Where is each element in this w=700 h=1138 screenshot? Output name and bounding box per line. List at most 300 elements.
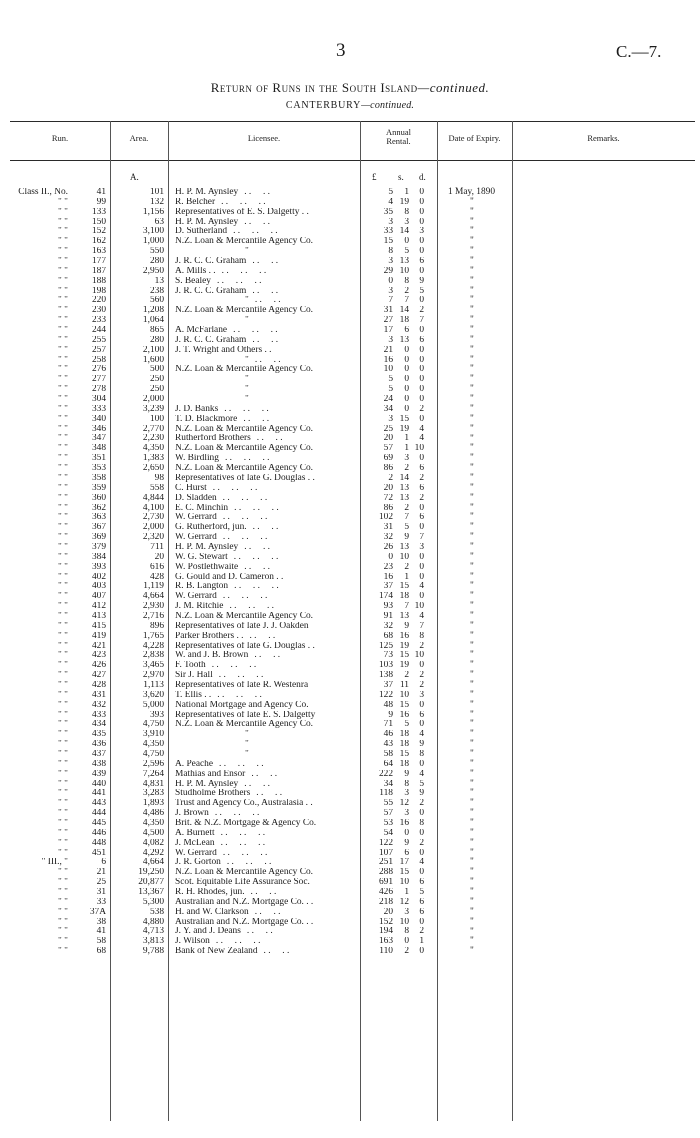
- area-cell: 4,844: [142, 493, 164, 503]
- table-row: [10, 326, 441, 336]
- licensee-cell: [170, 849, 362, 859]
- area-cell: 4,100: [142, 503, 164, 513]
- licensee-name: J. Brown: [175, 809, 209, 819]
- area-cell: 2,950: [142, 266, 164, 276]
- run-class: " ": [58, 562, 68, 572]
- run-cell: [10, 573, 110, 583]
- leader-dots: . . . .: [244, 188, 270, 197]
- leader-dots: . . . .: [243, 414, 270, 424]
- run-number: 277: [91, 375, 106, 385]
- licensee-name: F. Tooth: [175, 661, 206, 671]
- leader-dots: . . . . . .: [217, 690, 262, 700]
- expiry-date: ": [470, 916, 474, 927]
- table-row: [10, 533, 441, 543]
- rental-shillings: 3: [404, 809, 409, 819]
- rental-pence: 7: [419, 316, 424, 326]
- run-class: " ": [58, 296, 68, 306]
- rental-cell: [362, 740, 441, 750]
- licensee-name: G. Gould and D. Cameron . .: [175, 572, 284, 582]
- rental-shillings: 18: [399, 730, 409, 740]
- expiry-date: ": [470, 453, 474, 464]
- area-cell: 2,000: [142, 523, 164, 533]
- licensee-cell: [170, 947, 362, 957]
- rental-pence: 9: [419, 789, 424, 799]
- rental-cell: [362, 622, 441, 632]
- leader-dots: . . . . . .: [226, 858, 272, 868]
- rental-shillings: 19: [399, 661, 409, 671]
- licensee-cell: [170, 277, 362, 287]
- licensee-cell: [170, 780, 362, 790]
- table-row: [10, 257, 441, 267]
- rental-cell: [362, 937, 441, 947]
- rental-cell: [362, 425, 441, 435]
- table-row: [10, 425, 441, 435]
- licensee-name: Brit. & N.Z. Mortgage & Agency Co.: [175, 819, 317, 828]
- run-class: " ": [58, 424, 68, 434]
- run-class: " ": [58, 621, 68, 631]
- area-cell: 63: [154, 217, 164, 227]
- rental-cell: [362, 651, 441, 661]
- table-row: [10, 878, 441, 888]
- run-class: " ": [58, 257, 68, 267]
- run-number: 432: [91, 700, 106, 710]
- rental-pence: 4: [419, 730, 424, 740]
- rental-pounds: 26: [383, 542, 393, 552]
- licensee-name: J. R. C. C. Graham: [175, 257, 247, 267]
- leader-dots: [313, 464, 319, 473]
- area-cell: 100: [149, 414, 164, 424]
- expiry-date: ": [470, 226, 474, 237]
- licensee-name: Australian and N.Z. Mortgage Co. . .: [175, 897, 314, 907]
- area-cell: 560: [149, 296, 164, 306]
- leader-dots: [249, 316, 255, 325]
- area-cell: 4,750: [142, 720, 164, 730]
- table-row: [10, 188, 441, 198]
- rental-pence: 8: [419, 749, 424, 759]
- licensee-cell: [170, 336, 362, 346]
- rental-shillings: 8: [404, 927, 409, 937]
- licensee-cell: [170, 415, 362, 425]
- leader-dots: [309, 701, 315, 710]
- table-top-rule: [10, 121, 695, 122]
- run-class: " ": [58, 799, 68, 809]
- leader-dots: . . . . . .: [229, 602, 274, 612]
- run-class: " ": [58, 937, 68, 947]
- licensee-name: A. Burnett: [175, 828, 215, 838]
- rental-pounds: 37: [383, 680, 393, 690]
- run-class: " ": [58, 611, 68, 621]
- rental-pounds: 0: [388, 276, 393, 286]
- rental-pence: 0: [419, 828, 424, 838]
- run-class: " ": [58, 848, 68, 858]
- rental-pence: 0: [419, 848, 424, 858]
- table-row: [10, 780, 441, 790]
- leader-dots: . . . . . .: [234, 582, 279, 592]
- licensee-name: ": [245, 395, 249, 405]
- rental-pounds: 218: [378, 897, 393, 907]
- area-cell: 500: [149, 365, 164, 375]
- page-number: 3: [336, 40, 346, 61]
- rental-cell: [362, 720, 441, 730]
- expiry-date: ": [470, 374, 474, 385]
- leader-dots: [310, 878, 316, 887]
- expiry-date: ": [470, 660, 474, 671]
- run-cell: [10, 464, 110, 474]
- rental-shillings: 2: [404, 503, 409, 513]
- run-number: 6: [101, 858, 106, 868]
- table-row: [10, 346, 441, 356]
- rental-cell: [362, 632, 441, 642]
- run-number: 451: [91, 848, 106, 858]
- rental-pence: 2: [419, 680, 424, 690]
- table-row: [10, 474, 441, 484]
- licensee-name: H. and W. Clarkson: [175, 907, 249, 917]
- rental-cell: [362, 918, 441, 928]
- run-class: " ": [58, 385, 68, 395]
- licensee-name: T. Ellis . .: [175, 690, 212, 700]
- area-cell: 4,664: [142, 592, 164, 602]
- rental-pounds: 125: [378, 641, 393, 651]
- leader-dots: . . . .: [244, 542, 270, 552]
- area-cell: 711: [150, 542, 164, 552]
- rental-pence: 0: [419, 552, 424, 562]
- licensee-cell: [170, 523, 362, 533]
- licensee-name: N.Z. Loan & Mercantile Agency Co.: [175, 868, 313, 878]
- licensee-cell: [170, 730, 362, 740]
- leader-dots: . . . .: [244, 562, 270, 572]
- leader-dots: . . . . . .: [222, 533, 268, 543]
- rental-pence: 0: [419, 266, 424, 276]
- rental-shillings: 15: [399, 868, 409, 878]
- rental-pence: 7: [419, 533, 424, 543]
- run-class: " ": [58, 345, 68, 355]
- area-cell: 2,716: [142, 611, 164, 621]
- rental-pence: 2: [419, 641, 424, 651]
- licensee-name: ": [245, 385, 249, 395]
- expiry-date: ": [470, 818, 474, 829]
- licensee-cell: [170, 553, 362, 563]
- run-class: " ": [58, 513, 68, 523]
- rental-pence: 0: [419, 868, 424, 878]
- licensee-name: D. Sutherland: [175, 227, 228, 237]
- run-class: " ": [58, 335, 68, 345]
- subtitle-continued: —continued.: [361, 100, 415, 111]
- licensee-cell: [170, 533, 362, 543]
- table-row: [10, 671, 441, 681]
- expiry-date: ": [470, 403, 474, 414]
- licensee-name: Representatives of late J. J. Oakden: [175, 621, 309, 631]
- leader-dots: . . . . . .: [221, 197, 266, 207]
- rental-shillings: 19: [399, 424, 409, 434]
- expiry-date: ": [470, 749, 474, 760]
- leader-dots: . . . . . .: [222, 592, 268, 602]
- expiry-date: ": [470, 906, 474, 917]
- licensee-name: H. P. M. Aynsley: [175, 542, 239, 552]
- rental-cell: [362, 760, 441, 770]
- area-cell: 1,113: [143, 680, 164, 690]
- area-cell: 2,650: [142, 464, 164, 474]
- expiry-date: ": [470, 285, 474, 296]
- run-number: 353: [91, 464, 106, 474]
- run-cell: [10, 592, 110, 602]
- leader-dots: . . . . . .: [214, 809, 260, 819]
- licensee-cell: [170, 898, 362, 908]
- run-class: " ": [58, 710, 68, 720]
- licensee-name: W. Postlethwaite: [175, 562, 239, 572]
- rental-pounds: 110: [379, 947, 393, 957]
- run-class: " ": [58, 730, 68, 740]
- rental-pence: 9: [419, 276, 424, 286]
- licensee-name: A. McFarlane: [175, 326, 228, 336]
- table-row: [10, 839, 441, 849]
- rental-pounds: 43: [383, 740, 393, 750]
- area-cell: 4,292: [142, 848, 164, 858]
- run-cell: [10, 227, 110, 237]
- leader-dots: . . . .: [244, 217, 270, 227]
- run-number: 41: [96, 927, 106, 937]
- leader-dots: . . . . . .: [215, 937, 261, 947]
- run-class: " ": [58, 473, 68, 483]
- rental-cell: [362, 484, 441, 494]
- table-row: [10, 829, 441, 839]
- rental-pence: 1: [419, 937, 424, 947]
- table-row: [10, 750, 441, 760]
- area-cell: 250: [149, 385, 164, 395]
- run-cell: [10, 218, 110, 228]
- leader-dots: [313, 612, 319, 621]
- rental-cell: [362, 908, 441, 918]
- header-expiry: Date of Expiry.: [448, 133, 501, 143]
- rental-shillings: 13: [399, 611, 409, 621]
- rental-shillings: 2: [404, 464, 409, 474]
- rental-shillings: 19: [399, 197, 409, 207]
- leader-dots: . . . .: [246, 927, 273, 937]
- licensee-cell: [170, 701, 362, 711]
- expiry-date: ": [470, 778, 474, 789]
- leader-dots: . . . . . .: [224, 404, 269, 414]
- rental-pence: 2: [419, 306, 424, 316]
- rental-shillings: 0: [404, 375, 409, 385]
- rental-pence: 0: [419, 720, 424, 730]
- expiry-date: ": [470, 246, 474, 257]
- area-cell: 3,283: [142, 789, 164, 799]
- licensee-name: Scot. Equitable Life Assurance Soc.: [175, 878, 310, 888]
- run-class: " ": [58, 749, 68, 759]
- expiry-date: ": [470, 601, 474, 612]
- run-class: " ": [58, 868, 68, 878]
- rental-cell: [362, 829, 441, 839]
- expiry-date: ": [470, 443, 474, 454]
- rental-pounds: 5: [388, 385, 393, 395]
- rental-pounds: 194: [378, 927, 393, 937]
- rental-pence: 0: [419, 385, 424, 395]
- area-cell: 2,596: [142, 759, 164, 769]
- licensee-cell: [170, 385, 362, 395]
- rental-cell: [362, 434, 441, 444]
- rental-shillings: 18: [399, 316, 409, 326]
- licensee-cell: [170, 375, 362, 385]
- rental-pounds: 691: [378, 878, 393, 888]
- table-row: [10, 484, 441, 494]
- rental-pence: 0: [419, 188, 424, 197]
- rental-cell: [362, 198, 441, 208]
- run-cell: [10, 809, 110, 819]
- rental-cell: [362, 405, 441, 415]
- licensee-cell: [170, 247, 362, 257]
- area-cell: 1,156: [142, 207, 164, 217]
- leader-dots: [308, 681, 314, 690]
- run-class: " ": [58, 365, 68, 375]
- rental-cell: [362, 336, 441, 346]
- run-class: " ": [58, 631, 68, 641]
- run-cell: [10, 405, 110, 415]
- rental-pence: 4: [419, 858, 424, 868]
- rental-pounds: 152: [378, 917, 393, 927]
- run-class: " ": [58, 523, 68, 533]
- rental-cell: [362, 464, 441, 474]
- licensee-cell: [170, 671, 362, 681]
- rental-pence: 0: [419, 355, 424, 365]
- area-cell: 4,082: [142, 838, 164, 848]
- rental-pence: 10: [414, 602, 424, 612]
- rental-pence: 0: [419, 700, 424, 710]
- rental-pounds: 17: [383, 326, 393, 336]
- area-cell: 9,788: [142, 947, 164, 957]
- rental-pounds: 3: [388, 414, 393, 424]
- run-class: " ": [58, 740, 68, 750]
- expiry-date: ": [470, 344, 474, 355]
- area-cell: 1,383: [142, 454, 164, 464]
- licensee-cell: [170, 868, 362, 878]
- rental-pounds: 4: [388, 197, 393, 207]
- rental-pence: 6: [419, 907, 424, 917]
- rental-cell: [362, 681, 441, 691]
- rental-pounds: 57: [383, 444, 393, 454]
- expiry-date: ": [470, 236, 474, 247]
- expiry-date: ": [470, 867, 474, 878]
- table-row: [10, 937, 441, 947]
- area-cell: 538: [149, 907, 164, 917]
- run-class: " ": [58, 237, 68, 247]
- leader-dots: [249, 395, 255, 404]
- run-cell: [10, 918, 110, 928]
- rental-cell: [362, 287, 441, 297]
- rental-pounds: 20: [383, 434, 393, 444]
- expiry-date: ": [470, 354, 474, 365]
- run-cell: [10, 651, 110, 661]
- run-number: 359: [91, 483, 106, 493]
- expiry-date: ": [470, 512, 474, 523]
- run-cell: [10, 454, 110, 464]
- licensee-name: W. and J. B. Brown: [175, 651, 249, 661]
- licensee-name: J. R. C. C. Graham: [175, 335, 247, 345]
- rental-pence: 9: [419, 740, 424, 750]
- licensee-cell: [170, 296, 362, 306]
- run-number: 403: [91, 582, 106, 592]
- run-cell: [10, 513, 110, 523]
- table-row: [10, 405, 441, 415]
- licensee-name: ": [245, 375, 249, 385]
- table-row: [10, 454, 441, 464]
- run-number: 152: [91, 227, 106, 237]
- area-cell: 1,893: [142, 799, 164, 809]
- run-cell: [10, 898, 110, 908]
- area-cell: 2,000: [142, 395, 164, 405]
- rental-pounds: 20: [383, 907, 393, 917]
- rental-cell: [362, 356, 441, 366]
- rental-shillings: 9: [404, 769, 409, 779]
- rental-pounds: 174: [378, 592, 393, 602]
- leader-dots: . . . . . .: [222, 513, 268, 523]
- run-cell: [10, 602, 110, 612]
- rental-pence: 10: [414, 444, 424, 454]
- table-row: [10, 434, 441, 444]
- leader-dots: . . . . . .: [233, 227, 278, 237]
- run-number: 448: [91, 838, 106, 848]
- expiry-date: ": [470, 926, 474, 937]
- rental-cell: [362, 592, 441, 602]
- rental-pence: 0: [419, 414, 424, 424]
- rental-pounds: 222: [378, 769, 393, 779]
- area-cell: 132: [149, 197, 164, 207]
- licensee-name: Mathias and Ensor: [175, 769, 246, 779]
- table-row: [10, 365, 441, 375]
- run-class: " ": [58, 917, 68, 927]
- rental-pence: 2: [419, 493, 424, 503]
- rental-pounds: 35: [383, 207, 393, 217]
- run-cell: [10, 494, 110, 504]
- rental-shillings: 3: [404, 907, 409, 917]
- run-cell: [10, 188, 110, 198]
- expiry-date: ": [470, 315, 474, 326]
- licensee-cell: [170, 661, 362, 671]
- expiry-date: ": [470, 305, 474, 316]
- licensee-cell: [170, 908, 362, 918]
- licensee-cell: [170, 346, 362, 356]
- table-row: [10, 789, 441, 799]
- expiry-date: ": [470, 413, 474, 424]
- rental-shillings: 16: [399, 819, 409, 828]
- run-number: 443: [91, 799, 106, 809]
- table-row: [10, 444, 441, 454]
- leader-dots: [313, 868, 319, 877]
- area-cell: 238: [149, 286, 164, 296]
- table-row: [10, 543, 441, 553]
- rental-cell: [362, 316, 441, 326]
- leader-dots: [272, 346, 278, 355]
- expiry-date: ": [470, 522, 474, 533]
- table-row: [10, 799, 441, 809]
- table-row: [10, 267, 441, 277]
- licensee-name: J. Y. and J. Deans: [175, 927, 241, 937]
- run-number: 348: [91, 444, 106, 454]
- rental-pence: 0: [419, 197, 424, 207]
- run-class: " ": [58, 819, 68, 828]
- rental-cell: [362, 947, 441, 957]
- run-number: 33: [96, 897, 106, 907]
- run-cell: [10, 257, 110, 267]
- licensee-cell: [170, 573, 362, 583]
- table-row: [10, 218, 441, 228]
- rental-pence: 6: [419, 710, 424, 720]
- expiry-date: ": [470, 423, 474, 434]
- area-cell: 3,239: [142, 404, 164, 414]
- rental-cell: [362, 789, 441, 799]
- rental-pence: 2: [419, 671, 424, 681]
- leader-dots: . . . .: [250, 888, 277, 898]
- run-cell: [10, 858, 110, 868]
- licensee-cell: [170, 819, 362, 829]
